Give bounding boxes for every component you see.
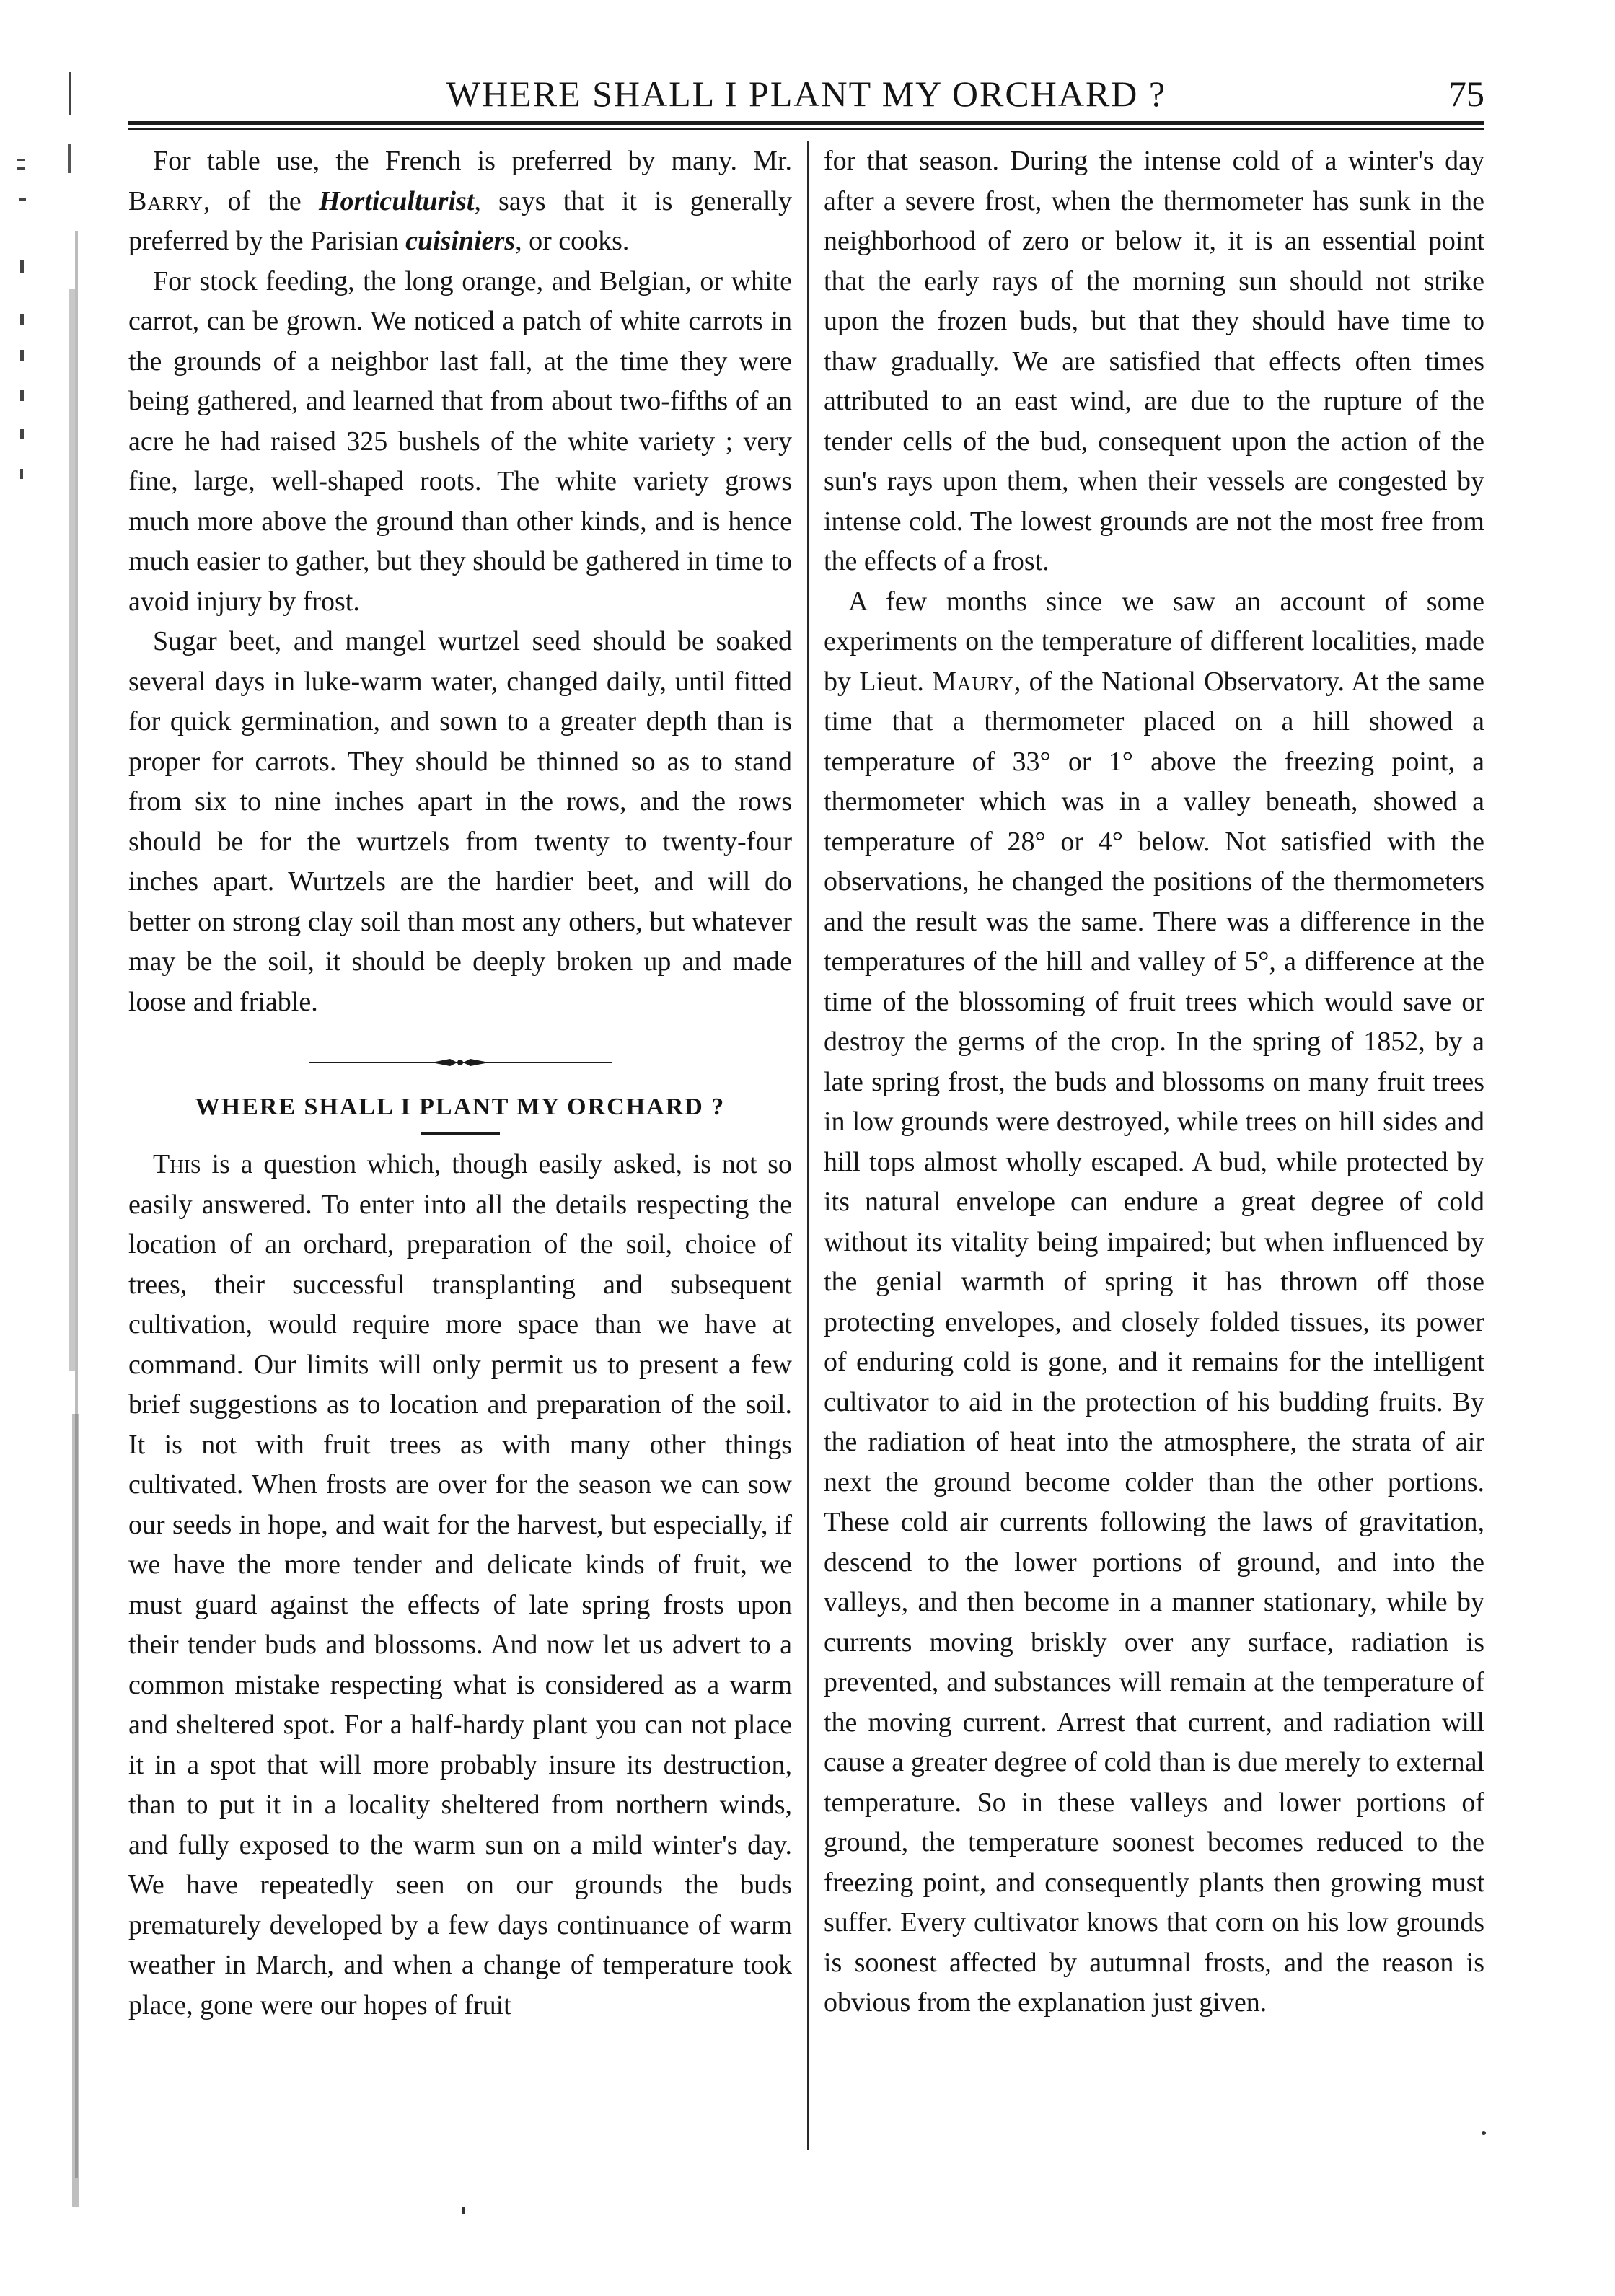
header-double-rule [128, 121, 1484, 130]
author-name-maury: Maury [932, 666, 1014, 697]
column-divider [807, 141, 809, 2150]
paragraph-temperature-experiments: A few months since we saw an account of some experiments on the temperature of different localities, made by Lieut. Maury, of the National Observatory. At the same time that a thermometer placed on a hill showed a temperature of 33° or 1° above the freezing point, a thermometer which was in a valley beneath, showed a temperature of 28° or 4° below. Not satisfied with the observations, he changed the positions of the thermometers and the result was the same. There was a difference in the temperatures of the hill and valley of 5°, a difference at the time of the blossoming of fruit trees which would save or destroy the germs of the crop. In the spring of 1852, by a late spring frost, the buds and blossoms on many fruit trees in low grounds were destroyed, while trees on hill sides and hill tops almost wholly escaped. A bud, while protected by its natural envelope can endure a great degree of cold without its vitality being impaired; but when influenced by the genial warmth of spring it has thrown off those protecting envelopes, and closely folded tissues, its power of enduring cold is gone, and it remains for the intelligent cultivator to aid in the protection of his budding fruits. By the radiation of heat into the atmosphere, the strata of air next the ground become colder than the other portions. These cold air currents following the laws of gravitation, descend to the lower portions of ground, and into the valleys, and then become in a manner stationary, while by currents moving briskly over any surface, radiation is prevented, and substances will remain at the temperature of the moving current. Arrest that current, and radiation will cause a greater degree of cold than is due merely to external temperature. So in these valleys and lower portions of ground, the temperature soonest becomes reduced to the freezing point, and consequently plants then growing must suffer. Every cultivator knows that corn on his low grounds is soonest affected by autumnal frosts, and the reason is obvious from the explanation just given. [824, 586, 1484, 2018]
paragraph-season-continued: for that season. During the intense cold of a winter's day after a severe frost, when the thermometer has sunk in the neighborhood of zero or below it, it is an essential point that the early rays of the morning sun should not strike upon the frozen buds, but that they should have time to thaw gradually. We are satisfied that effects often times attributed to an east wind, are due to the rupture of the tender cells of the bud, consequent upon the action of the sun's rays upon them, when their vessels are congested by intense cold. The lowest grounds are not the most free from the effects of a frost. [824, 146, 1484, 576]
binding-edge-marks [13, 43, 100, 2279]
print-speck [462, 2207, 465, 2214]
publication-title: Horticulturist [318, 185, 475, 216]
french-term: cuisiniers [405, 226, 516, 256]
opening-word: This [153, 1149, 201, 1179]
section-ornament-rule [309, 1057, 612, 1068]
author-name-barry: Barry [128, 185, 203, 216]
page-number: 75 [1448, 74, 1484, 114]
page-header [128, 72, 1484, 123]
paragraph-sugar-beet: Sugar beet, and mangel wurtzel seed should be soaked several days in luke-warm water, changed daily, until fitted for quick germination, and sown to a greater depth than is proper for carrots. They should be thinned so as to stand from six to nine inches apart in the rows, and the rows should be for the wurtzels from twenty to twenty-four inches apart. Wurtzels are the hardier beet, and will do better on strong clay soil than most any others, but whatever may be the soil, it should be deeply broken up and made loose and friable. [128, 626, 792, 1017]
running-title: WHERE SHALL I PLANT MY ORCHARD ? [446, 74, 1167, 114]
heading-underline [421, 1132, 500, 1135]
print-speck [1482, 2131, 1486, 2135]
section-heading: WHERE SHALL I PLANT MY ORCHARD ? [195, 1094, 726, 1120]
right-column [824, 141, 1484, 2023]
paragraph-orchard-question: This is a question which, though easily asked, is not so easily answered. To enter into all the details respecting the location of an orchard, preparation of the soil, choice of trees, their successful transplanting and subsequent cultivation, would require more space than we have at command. Our limits will only permit us to present a few brief suggestions as to location and preparation of the soil. It is not with fruit trees as with many other things cultivated. When frosts are over for the season we can sow our seeds in hope, and wait for the harvest, but especially, if we have the more tender and delicate kinds of fruit, we must guard against the effects of late spring frosts upon their tender buds and blossoms. And now let us advert to a common mistake respecting what is considered as a warm and sheltered spot. For a half-hardy plant you can not place it in a spot that will more probably insure its destruction, than to put it in a locality sheltered from northern winds, and fully exposed to the warm sun on a mild winter's day. We have repeatedly seen on our grounds the buds prematurely developed by a few days continuance of warm weather in March, and when a change of temperature took place, gone were our hopes of fruit [128, 1149, 792, 2020]
left-column [128, 141, 792, 2026]
paragraph-table-use: For table use, the French is preferred by many. Mr. Barry, of the Horticulturist, says that it is generally preferred by the Parisian cuisiniers, or cooks. [128, 146, 792, 256]
paragraph-stock-feeding: For stock feeding, the long orange, and Belgian, or white carrot, can be grown. We noticed a patch of white carrots in the grounds of a neighbor last fall, at the time they were being gathered, and learned that from about two-fifths of an acre he had raised 325 bushels of the white variety ; very fine, large, well-shaped roots. The white variety grows much more above the ground than other kinds, and is hence much easier to gather, but they should be gathered in time to avoid injury by frost. [128, 265, 792, 617]
